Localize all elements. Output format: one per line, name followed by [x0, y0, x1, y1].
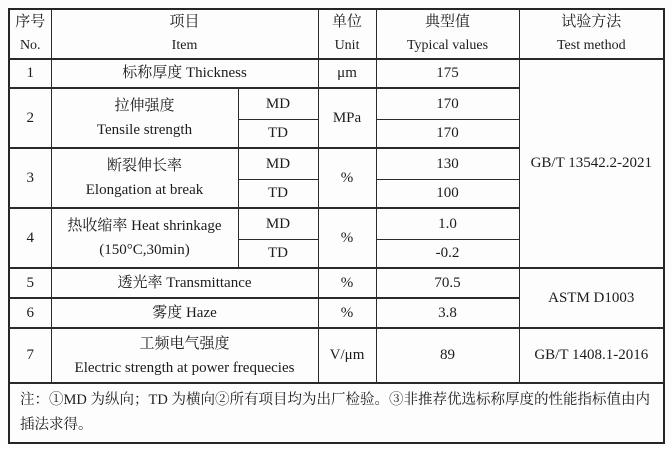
header-typical-en: Typical values — [406, 38, 489, 53]
row6-value: 3.8 — [376, 298, 519, 328]
row3-item-zh: 断裂伸长率 — [106, 158, 182, 174]
method-rows1to4: GB/T 13542.2-2021 — [519, 59, 664, 268]
row4-md-value: 1.0 — [376, 208, 519, 239]
row7-no: 7 — [9, 328, 51, 383]
row1-no: 1 — [9, 59, 51, 88]
row2-no: 2 — [9, 88, 51, 148]
header-method — [519, 9, 664, 59]
header-no — [9, 9, 51, 59]
row7-item-en: Electric strength at power frequecies — [74, 359, 295, 376]
header-no-zh: 序号 — [15, 14, 46, 30]
header-no-en: No. — [19, 38, 41, 53]
header-unit-en: Unit — [334, 38, 360, 53]
row2-td-label: TD — [238, 119, 318, 148]
footnote-row — [9, 383, 664, 443]
row5-unit: % — [318, 268, 376, 298]
row4-item-en: (150°C,30min) — [99, 242, 190, 258]
row2-td-value: 170 — [376, 119, 519, 148]
header-item-zh: 项目 — [169, 14, 200, 30]
header-method-en: Test method — [556, 38, 626, 53]
row3-td-value: 100 — [376, 179, 519, 208]
row3-md-value: 130 — [376, 148, 519, 179]
header-item-en: Item — [171, 38, 198, 53]
row4-item — [51, 208, 238, 268]
table-header-row — [9, 9, 664, 59]
row6-unit: % — [318, 298, 376, 328]
row-transmittance — [9, 268, 664, 298]
row2-md-value: 170 — [376, 88, 519, 119]
row4-td-label: TD — [238, 239, 318, 268]
row3-no: 3 — [9, 148, 51, 208]
row6-no: 6 — [9, 298, 51, 328]
row2-item — [51, 88, 238, 148]
row7-item-zh: 工频电气强度 — [139, 335, 230, 352]
header-typical-zh: 典型值 — [425, 14, 471, 30]
row4-td-value: -0.2 — [376, 239, 519, 268]
row5-value: 70.5 — [376, 268, 519, 298]
spec-table — [8, 8, 665, 444]
row1-value: 175 — [376, 59, 519, 88]
header-unit — [318, 9, 376, 59]
row3-md-label: MD — [238, 148, 318, 179]
row3-td-label: TD — [238, 179, 318, 208]
row5-item: 透光率 Transmittance — [51, 268, 318, 298]
row3-item-en: Elongation at break — [85, 182, 204, 198]
row7-item — [51, 328, 318, 383]
row4-md-label: MD — [238, 208, 318, 239]
row2-md-label: MD — [238, 88, 318, 119]
row4-unit: % — [318, 208, 376, 268]
row7-unit: V/μm — [318, 328, 376, 383]
header-item — [51, 9, 318, 59]
row-thickness — [9, 59, 664, 88]
row5-no: 5 — [9, 268, 51, 298]
row3-item — [51, 148, 238, 208]
row4-no: 4 — [9, 208, 51, 268]
row3-unit: % — [318, 148, 376, 208]
method-row7: GB/T 1408.1-2016 — [519, 328, 664, 383]
row4-item-zh: 热收缩率 Heat shrinkage — [67, 218, 222, 234]
footnote-text: 注：①MD 为纵向；TD 为横向②所有项目均为出厂检验。③非推荐优选标称厚度的性能指标值由内插法求得。 — [9, 383, 664, 443]
header-typical — [376, 9, 519, 59]
header-unit-zh: 单位 — [332, 14, 363, 30]
method-rows5to6: ASTM D1003 — [519, 268, 664, 328]
row2-unit: MPa — [318, 88, 376, 148]
row1-item: 标称厚度 Thickness — [51, 59, 318, 88]
row2-item-en: Tensile strength — [96, 122, 193, 138]
row2-item-zh: 拉伸强度 — [114, 98, 175, 114]
row1-unit: μm — [318, 59, 376, 88]
row6-item: 雾度 Haze — [51, 298, 318, 328]
row7-value: 89 — [376, 328, 519, 383]
header-method-zh: 试验方法 — [561, 14, 622, 30]
row-electric-strength — [9, 328, 664, 383]
